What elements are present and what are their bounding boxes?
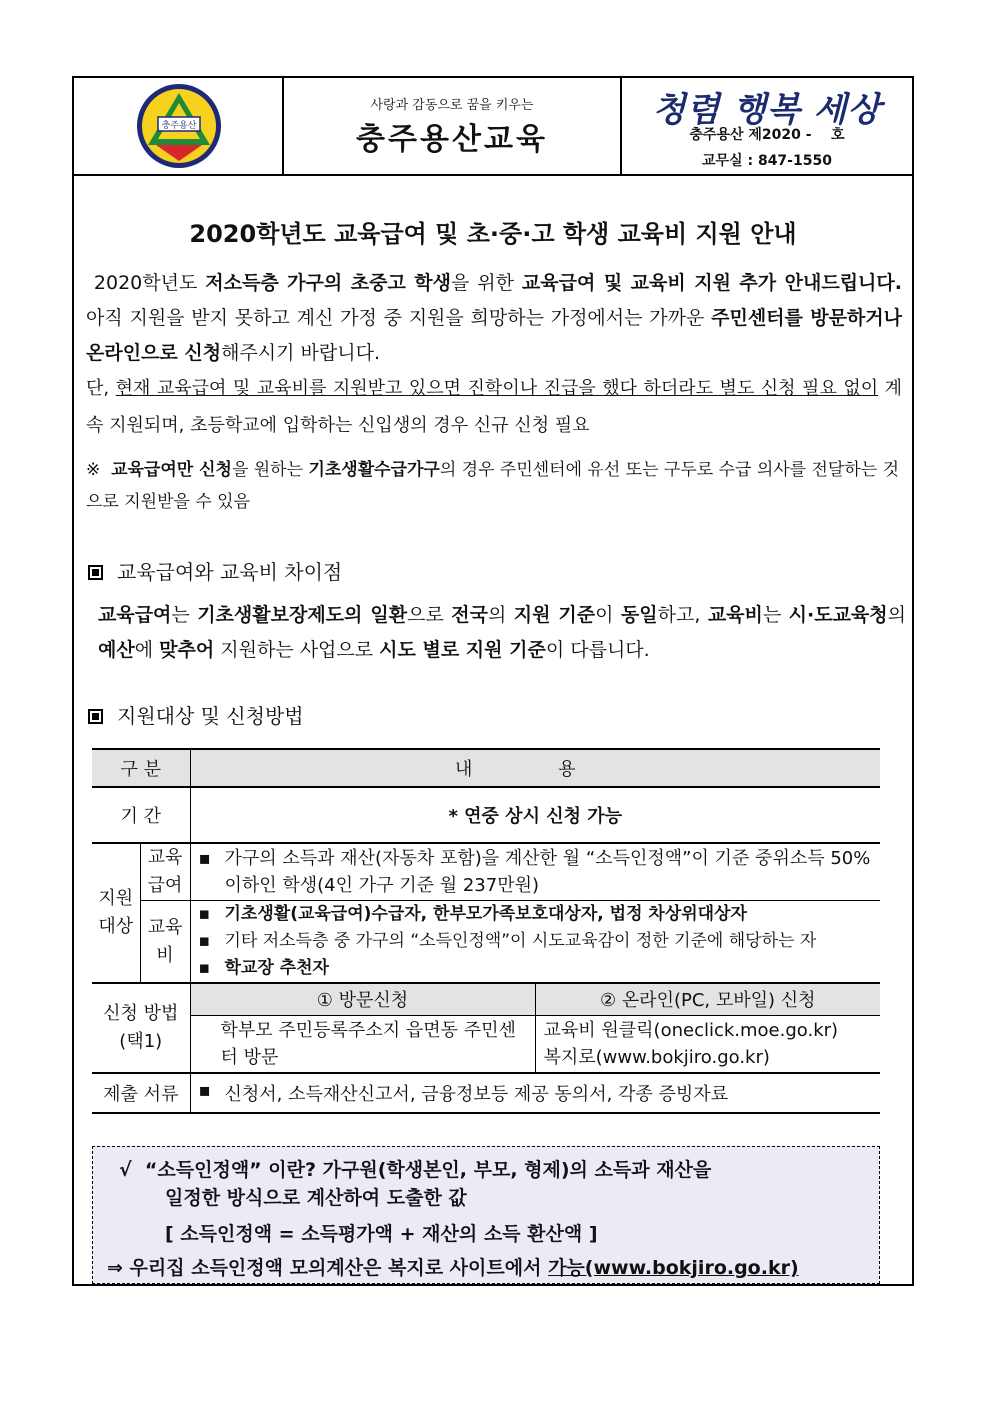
issue-number: 충주용산 제2020 - 호 bbox=[689, 127, 845, 143]
list-item bbox=[199, 901, 873, 928]
support-table bbox=[92, 748, 880, 1114]
bullet-icon: ▪ bbox=[198, 1080, 211, 1101]
method-label: 신청 방법 (택1) bbox=[92, 983, 190, 1073]
section-heading-text: 지원대상 및 신청방법 bbox=[117, 704, 304, 728]
intro-bold: 저소득층 가구의 초중고 학생 bbox=[205, 272, 451, 294]
table-row-method-header bbox=[92, 983, 880, 1015]
method-online-1: 교육비 원클릭(oneclick.moe.go.kr) bbox=[543, 1019, 839, 1041]
bullet-icon: ▪ bbox=[198, 848, 211, 869]
method-online-header: ② 온라인(PC, 모바일) 신청 bbox=[535, 983, 880, 1015]
period-label: 기 간 bbox=[92, 787, 190, 843]
diff-bold: 시도 별로 지원 기준 bbox=[379, 639, 546, 661]
definition-line-3 bbox=[107, 1253, 893, 1280]
table-row-documents bbox=[92, 1073, 880, 1113]
publication-name: 충주용산교육 bbox=[356, 122, 548, 157]
office-phone: 교무실 : 847-1550 bbox=[702, 153, 832, 169]
intro-text: 2020학년도 bbox=[93, 272, 198, 294]
table-row-period bbox=[92, 787, 880, 843]
table-header-row bbox=[92, 749, 880, 787]
bullet-icon: ▪ bbox=[198, 958, 211, 978]
edu-cost-cell bbox=[190, 901, 880, 984]
table-row-method bbox=[92, 1015, 880, 1073]
diff-text: 의 bbox=[887, 604, 907, 626]
diff-bold: 예산 bbox=[98, 639, 135, 661]
arrow-icon: ⇒ bbox=[107, 1257, 123, 1279]
edu-benefit-label: 교육 급여 bbox=[140, 843, 190, 901]
definition-text: “소득인정액” 이란? 가구원(학생본인, 부모, 형제)의 소득과 재산을 bbox=[144, 1159, 712, 1181]
filled-square-icon bbox=[88, 565, 103, 580]
note-text: 을 원하는 bbox=[231, 460, 304, 480]
continuation-paragraph bbox=[86, 370, 902, 444]
issue-cell bbox=[622, 78, 912, 174]
list-item bbox=[199, 955, 873, 982]
intro-text: 해주시기 바랍니다. bbox=[221, 342, 381, 364]
diff-text: 에 bbox=[134, 639, 154, 661]
edu-cost-item: 기타 저소득층 중 가구의 “소득인정액”이 시도교육감이 정한 기준에 해당하는 자 bbox=[224, 931, 817, 951]
filled-square-icon bbox=[88, 709, 103, 724]
method-online-2: 복지로(www.bokjiro.go.kr) bbox=[543, 1046, 770, 1068]
intro-bold: 주민센터를 방문하거나 온라인으로 신청 bbox=[86, 307, 902, 364]
continuation-suffix: 계속 지원되며, 초등학교에 입학하는 신입생의 경우 신규 신청 필요 bbox=[86, 378, 902, 436]
note-paragraph bbox=[86, 454, 902, 518]
note-bold: 기초생활수급가구 bbox=[308, 460, 440, 480]
edu-benefit-text: 가구의 소득과 재산(자동차 포함)을 계산한 월 “소득인정액”이 기준 중위소득 50% 이하인 학생(4인 가구 기준 월 237만원) bbox=[224, 848, 871, 896]
definition-line-1 bbox=[119, 1155, 905, 1182]
diff-bold: 기초생활보장제도의 일환 bbox=[197, 604, 408, 626]
diff-bold: 지원 기준 bbox=[513, 604, 596, 626]
diff-text: 이 다릅니다. bbox=[545, 639, 650, 661]
difference-paragraph bbox=[98, 598, 906, 668]
documents-text: 신청서, 소득재산신고서, 금융정보등 제공 동의서, 각종 증빙자료 bbox=[224, 1084, 729, 1105]
diff-bold: 맞추어 bbox=[159, 639, 215, 661]
diff-text: 의 bbox=[487, 604, 507, 626]
definition-box bbox=[92, 1146, 880, 1284]
section-heading-target bbox=[88, 700, 304, 729]
school-logo-cell bbox=[74, 78, 284, 174]
diff-text: 는 bbox=[762, 604, 782, 626]
table-row-edu-cost bbox=[92, 901, 880, 984]
diff-bold: 시·도교육청 bbox=[788, 604, 888, 626]
header-content: 내 용 bbox=[190, 749, 880, 787]
diff-bold: 교육급여 bbox=[98, 604, 172, 626]
school-badge-icon bbox=[134, 81, 224, 171]
bullet-icon: ▪ bbox=[198, 904, 211, 924]
check-icon: √ bbox=[119, 1159, 132, 1181]
period-value: * 연중 상시 신청 가능 bbox=[190, 787, 880, 843]
target-label: 지원 대상 bbox=[92, 843, 140, 983]
bokjiro-link[interactable]: 가능(www.bokjiro.go.kr) bbox=[548, 1257, 799, 1279]
intro-paragraph bbox=[86, 266, 902, 371]
document-frame bbox=[72, 76, 914, 1286]
diff-bold: 전국 bbox=[451, 604, 488, 626]
documents-label: 제출 서류 bbox=[92, 1073, 190, 1113]
edu-cost-label: 교육 비 bbox=[140, 901, 190, 984]
diff-text: 이 bbox=[595, 604, 614, 626]
table-row-edu-benefit bbox=[92, 843, 880, 901]
intro-text: 아직 지원을 받지 못하고 계신 가정 중 지원을 희망하는 가정에서는 가까운 bbox=[86, 307, 705, 329]
page-title: 2020학년도 교육급여 및 초·중·고 학생 교육비 지원 안내 bbox=[189, 220, 797, 248]
diff-text: 하고, bbox=[657, 604, 701, 626]
section-heading-difference bbox=[88, 556, 342, 585]
diff-bold: 교육비 bbox=[707, 604, 763, 626]
diff-bold: 동일 bbox=[620, 604, 658, 626]
continuation-prefix: 단, bbox=[86, 378, 110, 399]
edu-cost-item: 학교장 추천자 bbox=[224, 958, 329, 978]
diff-text: 는 bbox=[171, 604, 190, 626]
definition-formula: [ 소득인정액 = 소득평가액 + 재산의 소득 환산액 ] bbox=[165, 1223, 598, 1245]
intro-bold: 교육급여 및 교육비 지원 추가 안내드립니다. bbox=[521, 272, 902, 294]
school-badge-text: 충주용산 bbox=[161, 121, 197, 131]
method-online-cell bbox=[535, 1015, 880, 1073]
method-visit-text: 학부모 주민등록주소지 읍면동 주민센터 방문 bbox=[190, 1015, 535, 1073]
definition-line-2: 일정한 방식으로 계산하여 도출한 값 bbox=[165, 1187, 467, 1209]
publication-cell bbox=[284, 78, 622, 174]
intro-text: 을 위한 bbox=[451, 272, 514, 294]
edu-cost-item: 기초생활(교육급여)수급자, 한부모가족보호대상자, 법정 차상위대상자 bbox=[224, 904, 747, 924]
list-item bbox=[199, 928, 873, 955]
slogan: 사랑과 감동으로 꿈을 키우는 bbox=[370, 98, 534, 113]
note-bold: 교육급여만 신청 bbox=[111, 460, 232, 480]
note-mark: ※ bbox=[86, 460, 101, 480]
bullet-icon: ▪ bbox=[198, 931, 211, 951]
header-category: 구 분 bbox=[92, 749, 190, 787]
method-visit-header: ① 방문신청 bbox=[190, 983, 535, 1015]
edu-benefit-cell bbox=[190, 843, 880, 901]
documents-cell bbox=[190, 1073, 880, 1113]
document-header bbox=[74, 78, 912, 176]
definition-text: 우리집 소득인정액 모의계산은 복지로 사이트에서 bbox=[129, 1257, 542, 1279]
diff-text: 으로 bbox=[407, 604, 444, 626]
section-heading-text: 교육급여와 교육비 차이점 bbox=[117, 560, 343, 584]
note-text: 의 경우 주민센터에 유선 또는 구두로 수급 의사를 전달하는 것으로 지원받을 수 있음 bbox=[86, 460, 900, 512]
diff-text: 지원하는 사업으로 bbox=[220, 639, 374, 661]
brand-logo-text: 청렴 행복 세상 bbox=[652, 90, 882, 130]
continuation-underlined: 현재 교육급여 및 교육비를 지원받고 있으면 진학이나 진급을 했다 하더라도 별도 신청 필요 없이 bbox=[115, 378, 879, 399]
